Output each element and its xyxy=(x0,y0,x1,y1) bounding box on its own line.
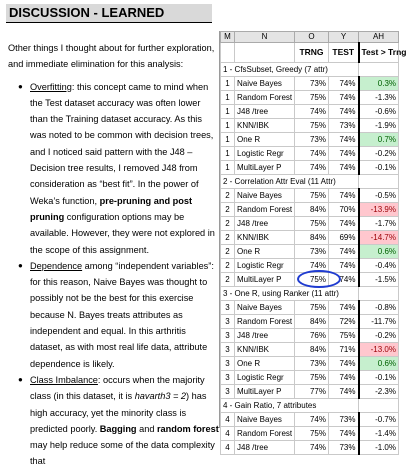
spreadsheet-excerpt xyxy=(219,31,406,452)
column-header[interactable]: TRNG xyxy=(295,43,329,63)
column-header[interactable]: Test > Trng xyxy=(359,43,399,63)
column-header[interactable]: TEST xyxy=(329,43,359,63)
test-accuracy-cell[interactable]: 74% xyxy=(329,371,359,385)
train-accuracy-cell[interactable]: 73% xyxy=(295,133,329,147)
test-accuracy-cell[interactable]: 74% xyxy=(329,273,359,287)
classifier-name-cell[interactable]: Random Forest xyxy=(235,203,295,217)
train-accuracy-cell[interactable]: 84% xyxy=(295,343,329,357)
classifier-name-cell[interactable]: Logistic Regr xyxy=(235,371,295,385)
bullet-dot-icon: ● xyxy=(18,81,23,91)
table-row xyxy=(221,147,399,161)
table-row xyxy=(221,161,399,175)
table-row xyxy=(221,133,399,147)
diff-cell[interactable]: -0.2% xyxy=(359,147,399,161)
test-accuracy-cell[interactable]: 73% xyxy=(329,441,359,455)
cell[interactable] xyxy=(359,287,399,301)
train-accuracy-cell[interactable]: 84% xyxy=(295,315,329,329)
intro-text: Other things I thought about for further exploration, and immediate elimination for this analysis: xyxy=(8,43,215,70)
test-accuracy-cell[interactable]: 74% xyxy=(329,301,359,315)
classifier-name-cell[interactable]: KNN/IBK xyxy=(235,119,295,133)
test-accuracy-cell[interactable]: 74% xyxy=(329,91,359,105)
bullet-text: configuration options may be available. However, they were not explored in the scope of this assignment. xyxy=(30,211,215,255)
bullet-text: : occurs when the majority class (in this dataset, it is xyxy=(30,374,205,402)
train-accuracy-cell[interactable]: 73% xyxy=(295,245,329,259)
train-accuracy-cell[interactable]: 74% xyxy=(295,259,329,273)
group-title[interactable]: 4 - Gain Ratio, 7 attributes xyxy=(221,399,359,413)
column-letter[interactable]: AH xyxy=(359,32,399,43)
group-title[interactable]: 2 - Correlation Attr Eval (11 Attr) xyxy=(221,175,359,189)
bullet-dot-icon: ● xyxy=(18,260,23,270)
diff-cell[interactable]: -0.1% xyxy=(359,371,399,385)
bullet-class-imbalance xyxy=(8,372,220,470)
header-row xyxy=(221,43,399,63)
column-letter[interactable]: O xyxy=(295,32,329,43)
test-accuracy-cell[interactable]: 74% xyxy=(329,147,359,161)
group-title-row xyxy=(221,399,399,413)
classifier-name-cell[interactable]: Random Forest xyxy=(235,427,295,441)
train-accuracy-cell[interactable]: 75% xyxy=(295,217,329,231)
column-letter-row xyxy=(221,32,399,43)
cell[interactable] xyxy=(359,399,399,413)
bullet-dot-icon: ● xyxy=(18,374,23,384)
bullet-bold: Bagging xyxy=(99,423,137,434)
classifier-name-cell[interactable]: KNN/IBK xyxy=(235,343,295,357)
table-row xyxy=(221,315,399,329)
diff-cell[interactable]: -0.2% xyxy=(359,329,399,343)
table-row xyxy=(221,413,399,427)
classifier-name-cell[interactable]: One R xyxy=(235,133,295,147)
diff-cell[interactable]: -0.8% xyxy=(359,301,399,315)
column-header[interactable] xyxy=(235,43,295,63)
table-row xyxy=(221,357,399,371)
diff-cell[interactable]: -0.1% xyxy=(359,161,399,175)
group-title-row xyxy=(221,175,399,189)
group-number-cell[interactable]: 4 xyxy=(221,413,235,427)
train-accuracy-cell[interactable]: 76% xyxy=(295,329,329,343)
classifier-name-cell[interactable]: Logistic Regr xyxy=(235,147,295,161)
document-body xyxy=(8,40,220,470)
train-accuracy-cell[interactable]: 74% xyxy=(295,441,329,455)
train-accuracy-cell[interactable]: 75% xyxy=(295,427,329,441)
test-accuracy-cell[interactable]: 73% xyxy=(329,413,359,427)
group-number-cell[interactable]: 4 xyxy=(221,427,235,441)
table-row xyxy=(221,427,399,441)
group-number-cell[interactable]: 3 xyxy=(221,357,235,371)
bullet-bold: random forest xyxy=(156,423,219,434)
table-row xyxy=(221,91,399,105)
bullet-dependence xyxy=(8,258,220,372)
train-accuracy-cell[interactable]: 75% xyxy=(295,91,329,105)
classifier-name-cell[interactable]: One R xyxy=(235,245,295,259)
test-accuracy-cell[interactable]: 74% xyxy=(329,385,359,399)
title-rule xyxy=(6,22,212,23)
train-accuracy-cell[interactable]: 75% xyxy=(295,189,329,203)
test-accuracy-cell[interactable]: 74% xyxy=(329,161,359,175)
diff-cell[interactable]: -1.3% xyxy=(359,91,399,105)
group-number-cell[interactable]: 2 xyxy=(221,217,235,231)
test-accuracy-cell[interactable]: 75% xyxy=(329,329,359,343)
test-accuracy-cell[interactable]: 74% xyxy=(329,245,359,259)
group-number-cell[interactable]: 1 xyxy=(221,147,235,161)
test-accuracy-cell[interactable]: 74% xyxy=(329,189,359,203)
group-number-cell[interactable]: 3 xyxy=(221,343,235,357)
table-row xyxy=(221,203,399,217)
diff-cell[interactable]: -0.7% xyxy=(359,413,399,427)
diff-cell[interactable]: -0.4% xyxy=(359,259,399,273)
table-row xyxy=(221,329,399,343)
bullet-text: : this concept came to mind when the Test dataset accuracy was often lower than the Training dataset accuracy. As this was noted to be common with decision trees, and I noticed said pattern with the J48 – Decision tree results, I removed J48 from consideration as “best fit”. In the power of Weka’s function, xyxy=(30,81,214,206)
classifier-name-cell[interactable]: J48 /tree xyxy=(235,217,295,231)
group-title[interactable]: 3 - One R, using Ranker (11 attr) xyxy=(221,287,359,301)
diff-cell[interactable]: -2.3% xyxy=(359,385,399,399)
train-accuracy-cell[interactable]: 74% xyxy=(295,413,329,427)
results-table xyxy=(220,31,406,455)
group-title-row xyxy=(221,287,399,301)
table-row xyxy=(221,343,399,357)
column-letter[interactable]: Y xyxy=(329,32,359,43)
group-number-cell[interactable]: 3 xyxy=(221,329,235,343)
term-overfitting: Overfitting xyxy=(30,81,72,92)
group-number-cell[interactable]: 1 xyxy=(221,119,235,133)
group-number-cell[interactable]: 1 xyxy=(221,91,235,105)
train-accuracy-cell[interactable]: 75% xyxy=(295,301,329,315)
test-accuracy-cell[interactable]: 74% xyxy=(329,427,359,441)
table-row xyxy=(221,77,399,91)
train-accuracy-cell[interactable]: 74% xyxy=(295,161,329,175)
column-letter[interactable]: M xyxy=(221,32,235,43)
column-header[interactable] xyxy=(221,43,235,63)
train-accuracy-cell[interactable]: 84% xyxy=(295,203,329,217)
annotation-circle xyxy=(297,270,341,288)
train-accuracy-cell[interactable]: 77% xyxy=(295,385,329,399)
test-accuracy-cell[interactable]: 74% xyxy=(329,77,359,91)
table-row xyxy=(221,119,399,133)
classifier-name-cell[interactable]: MultiLayer P xyxy=(235,385,295,399)
diff-cell[interactable]: -1.7% xyxy=(359,217,399,231)
table-row xyxy=(221,385,399,399)
diff-cell[interactable]: -13.9% xyxy=(359,203,399,217)
group-number-cell[interactable]: 2 xyxy=(221,189,235,203)
classifier-name-cell[interactable]: J48 /tree xyxy=(235,329,295,343)
classifier-name-cell[interactable]: One R xyxy=(235,357,295,371)
group-number-cell[interactable]: 1 xyxy=(221,161,235,175)
term-dependence: Dependence xyxy=(30,260,83,271)
diff-cell[interactable]: -1.5% xyxy=(359,273,399,287)
diff-cell[interactable]: 0.6% xyxy=(359,245,399,259)
test-accuracy-cell[interactable]: 73% xyxy=(329,119,359,133)
group-number-cell[interactable]: 3 xyxy=(221,301,235,315)
classifier-name-cell[interactable]: Logistic Regr xyxy=(235,259,295,273)
test-accuracy-cell[interactable]: 74% xyxy=(329,259,359,273)
train-accuracy-cell[interactable]: 74% xyxy=(295,105,329,119)
classifier-name-cell[interactable]: MultiLayer P xyxy=(235,161,295,175)
classifier-name-cell[interactable]: J48 /tree xyxy=(235,441,295,455)
diff-cell[interactable]: -1.0% xyxy=(359,441,399,455)
bullet-text: may help reduce some of the data complexity that xyxy=(30,440,215,467)
group-title[interactable]: 1 - CfsSubset, Greedy (7 attr) xyxy=(221,63,359,77)
group-number-cell[interactable]: 1 xyxy=(221,77,235,91)
group-number-cell[interactable]: 3 xyxy=(221,385,235,399)
test-accuracy-cell[interactable]: 72% xyxy=(329,315,359,329)
train-accuracy-cell[interactable]: 73% xyxy=(295,357,329,371)
test-accuracy-cell[interactable]: 70% xyxy=(329,203,359,217)
group-number-cell[interactable]: 4 xyxy=(221,441,235,455)
group-title-row xyxy=(221,63,399,77)
table-row xyxy=(221,217,399,231)
cell[interactable] xyxy=(359,63,399,77)
classifier-name-cell[interactable]: Naive Bayes xyxy=(235,189,295,203)
test-accuracy-cell[interactable]: 71% xyxy=(329,343,359,357)
diff-cell[interactable]: -1.4% xyxy=(359,427,399,441)
test-accuracy-cell[interactable]: 74% xyxy=(329,105,359,119)
table-row xyxy=(221,245,399,259)
group-number-cell[interactable]: 2 xyxy=(221,231,235,245)
test-accuracy-cell[interactable]: 74% xyxy=(329,357,359,371)
train-accuracy-cell[interactable]: 75% xyxy=(295,273,329,287)
test-accuracy-cell[interactable]: 74% xyxy=(329,217,359,231)
classifier-name-cell[interactable]: Naive Bayes xyxy=(235,77,295,91)
group-number-cell[interactable]: 1 xyxy=(221,133,235,147)
table-row xyxy=(221,231,399,245)
classifier-name-cell[interactable]: J48 /tree xyxy=(235,105,295,119)
test-accuracy-cell[interactable]: 69% xyxy=(329,231,359,245)
train-accuracy-cell[interactable]: 73% xyxy=(295,77,329,91)
bullet-italic: havarth3 = 2 xyxy=(134,391,187,402)
bullet-text: and xyxy=(136,423,157,434)
diff-cell[interactable]: -0.6% xyxy=(359,105,399,119)
table-row xyxy=(221,371,399,385)
bullet-text: ) has high accuracy, yet the minority class is predicted poorly. xyxy=(30,391,207,434)
diff-cell[interactable]: 0.6% xyxy=(359,357,399,371)
term-class-imbalance: Class Imbalance xyxy=(30,374,98,385)
group-number-cell[interactable]: 3 xyxy=(221,371,235,385)
group-number-cell[interactable]: 2 xyxy=(221,245,235,259)
classifier-name-cell[interactable]: Random Forest xyxy=(235,91,295,105)
classifier-name-cell[interactable]: Random Forest xyxy=(235,315,295,329)
bullet-text: among “independent variables”: for this reason, Naive Bayes was thought to possibly not be the best for this exercise because N. Bayes treats attributes as independent and equal. In this arthritis dataset, as with most real life data, attribute dependence is likely. xyxy=(30,260,214,369)
classifier-name-cell[interactable]: MultiLayer P xyxy=(235,273,295,287)
group-number-cell[interactable]: 2 xyxy=(221,273,235,287)
train-accuracy-cell[interactable]: 75% xyxy=(295,371,329,385)
test-accuracy-cell[interactable]: 74% xyxy=(329,133,359,147)
classifier-name-cell[interactable]: Naive Bayes xyxy=(235,413,295,427)
diff-cell[interactable]: -0.5% xyxy=(359,189,399,203)
group-number-cell[interactable]: 2 xyxy=(221,203,235,217)
diff-cell[interactable]: -14.7% xyxy=(359,231,399,245)
group-number-cell[interactable]: 3 xyxy=(221,315,235,329)
cell[interactable] xyxy=(359,175,399,189)
classifier-name-cell[interactable]: Naive Bayes xyxy=(235,301,295,315)
diff-cell[interactable]: 0.7% xyxy=(359,133,399,147)
table-row xyxy=(221,105,399,119)
train-accuracy-cell[interactable]: 74% xyxy=(295,147,329,161)
group-number-cell[interactable]: 2 xyxy=(221,259,235,273)
table-row xyxy=(221,189,399,203)
train-accuracy-cell[interactable]: 84% xyxy=(295,231,329,245)
bullet-overfitting xyxy=(8,79,220,258)
diff-cell[interactable]: -13.0% xyxy=(359,343,399,357)
bullet-bold: pre-pruning and post pruning xyxy=(30,195,193,222)
train-accuracy-cell[interactable]: 75% xyxy=(295,119,329,133)
table-row xyxy=(221,441,399,455)
column-letter[interactable]: N xyxy=(235,32,295,43)
diff-cell[interactable]: -11.7% xyxy=(359,315,399,329)
page-title: DISCUSSION - LEARNED xyxy=(6,4,212,22)
diff-cell[interactable]: 0.3% xyxy=(359,77,399,91)
diff-cell[interactable]: -1.9% xyxy=(359,119,399,133)
group-number-cell[interactable]: 1 xyxy=(221,105,235,119)
table-row xyxy=(221,301,399,315)
classifier-name-cell[interactable]: KNN/IBK xyxy=(235,231,295,245)
